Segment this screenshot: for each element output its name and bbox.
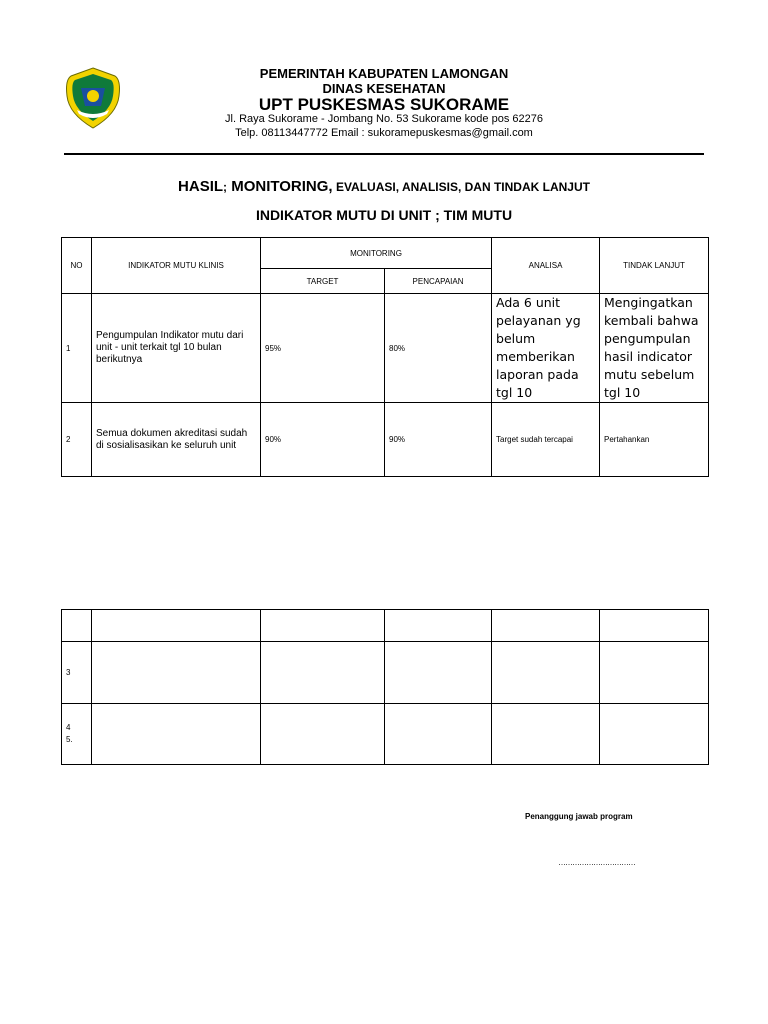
row-pencapaian: 90% (385, 403, 492, 477)
title-part-hasil: HASIL (178, 178, 224, 195)
document-title (0, 178, 768, 195)
table-row (62, 704, 709, 765)
header-institution: UPT PUSKESMAS SUKORAME (258, 95, 510, 114)
header-indikator: INDIKATOR MUTU KLINIS (92, 238, 261, 294)
header-monitoring: MONITORING (261, 238, 492, 269)
title-part-evaluasi: EVALUASI, ANALISIS, DAN TINDAK LANJUT (332, 180, 590, 194)
header-divider (64, 153, 704, 155)
row-target: 90% (261, 403, 385, 477)
row-analisa: Target sudah tercapai (492, 403, 600, 477)
table-row (62, 294, 709, 403)
row-no-4: 4 (66, 723, 71, 732)
row-no: 3 (62, 642, 92, 704)
header-government: PEMERINTAH KABUPATEN LAMONGAN (259, 66, 509, 81)
row-no-5: 5. (66, 735, 73, 744)
header-tindak-lanjut: TINDAK LANJUT (600, 238, 709, 294)
row-tindak-lanjut: Pertahankan (600, 403, 709, 477)
header-no: NO (62, 238, 92, 294)
row-target: 95% (261, 294, 385, 403)
header-target: TARGET (261, 269, 385, 294)
row-indikator: Semua dokumen akreditasi sudah di sosialisasikan ke seluruh unit (92, 403, 261, 477)
header-pencapaian: PENCAPAIAN (385, 269, 492, 294)
row-indikator: Pengumpulan Indikator mutu dari unit - unit terkait tgl 10 bulan berikutnya (92, 294, 261, 403)
row-no: 1 (62, 294, 92, 403)
monitoring-table (61, 237, 709, 477)
row-pencapaian: 80% (385, 294, 492, 403)
row-no (62, 704, 92, 765)
row-no: 2 (62, 403, 92, 477)
signature-label: Penanggung jawab program (525, 812, 633, 821)
title-separator: ; (223, 180, 228, 194)
header-department: DINAS KESEHATAN (322, 81, 446, 96)
table-row (62, 642, 709, 704)
empty-table (61, 609, 709, 765)
document-subtitle: INDIKATOR MUTU DI UNIT ; TIM MUTU (255, 207, 513, 223)
title-part-monitoring: MONITORING, (227, 178, 333, 195)
header-address: Jl. Raya Sukorame - Jombang No. 53 Sukorame kode pos 62276 (225, 113, 543, 125)
table-row (62, 403, 709, 477)
header-contact: Telp. 08113447772 Email : sukoramepuskesmas@gmail.com (235, 127, 533, 139)
header-analisa: ANALISA (492, 238, 600, 294)
table-row (62, 610, 709, 642)
row-tindak-lanjut: Mengingatkan kembali bahwa pengumpulan hasil indicator mutu sebelum tgl 10 (600, 294, 709, 403)
row-analisa: Ada 6 unit pelayanan yg belum memberikan laporan pada tgl 10 (492, 294, 600, 403)
signature-line: …………………………… (558, 858, 635, 867)
